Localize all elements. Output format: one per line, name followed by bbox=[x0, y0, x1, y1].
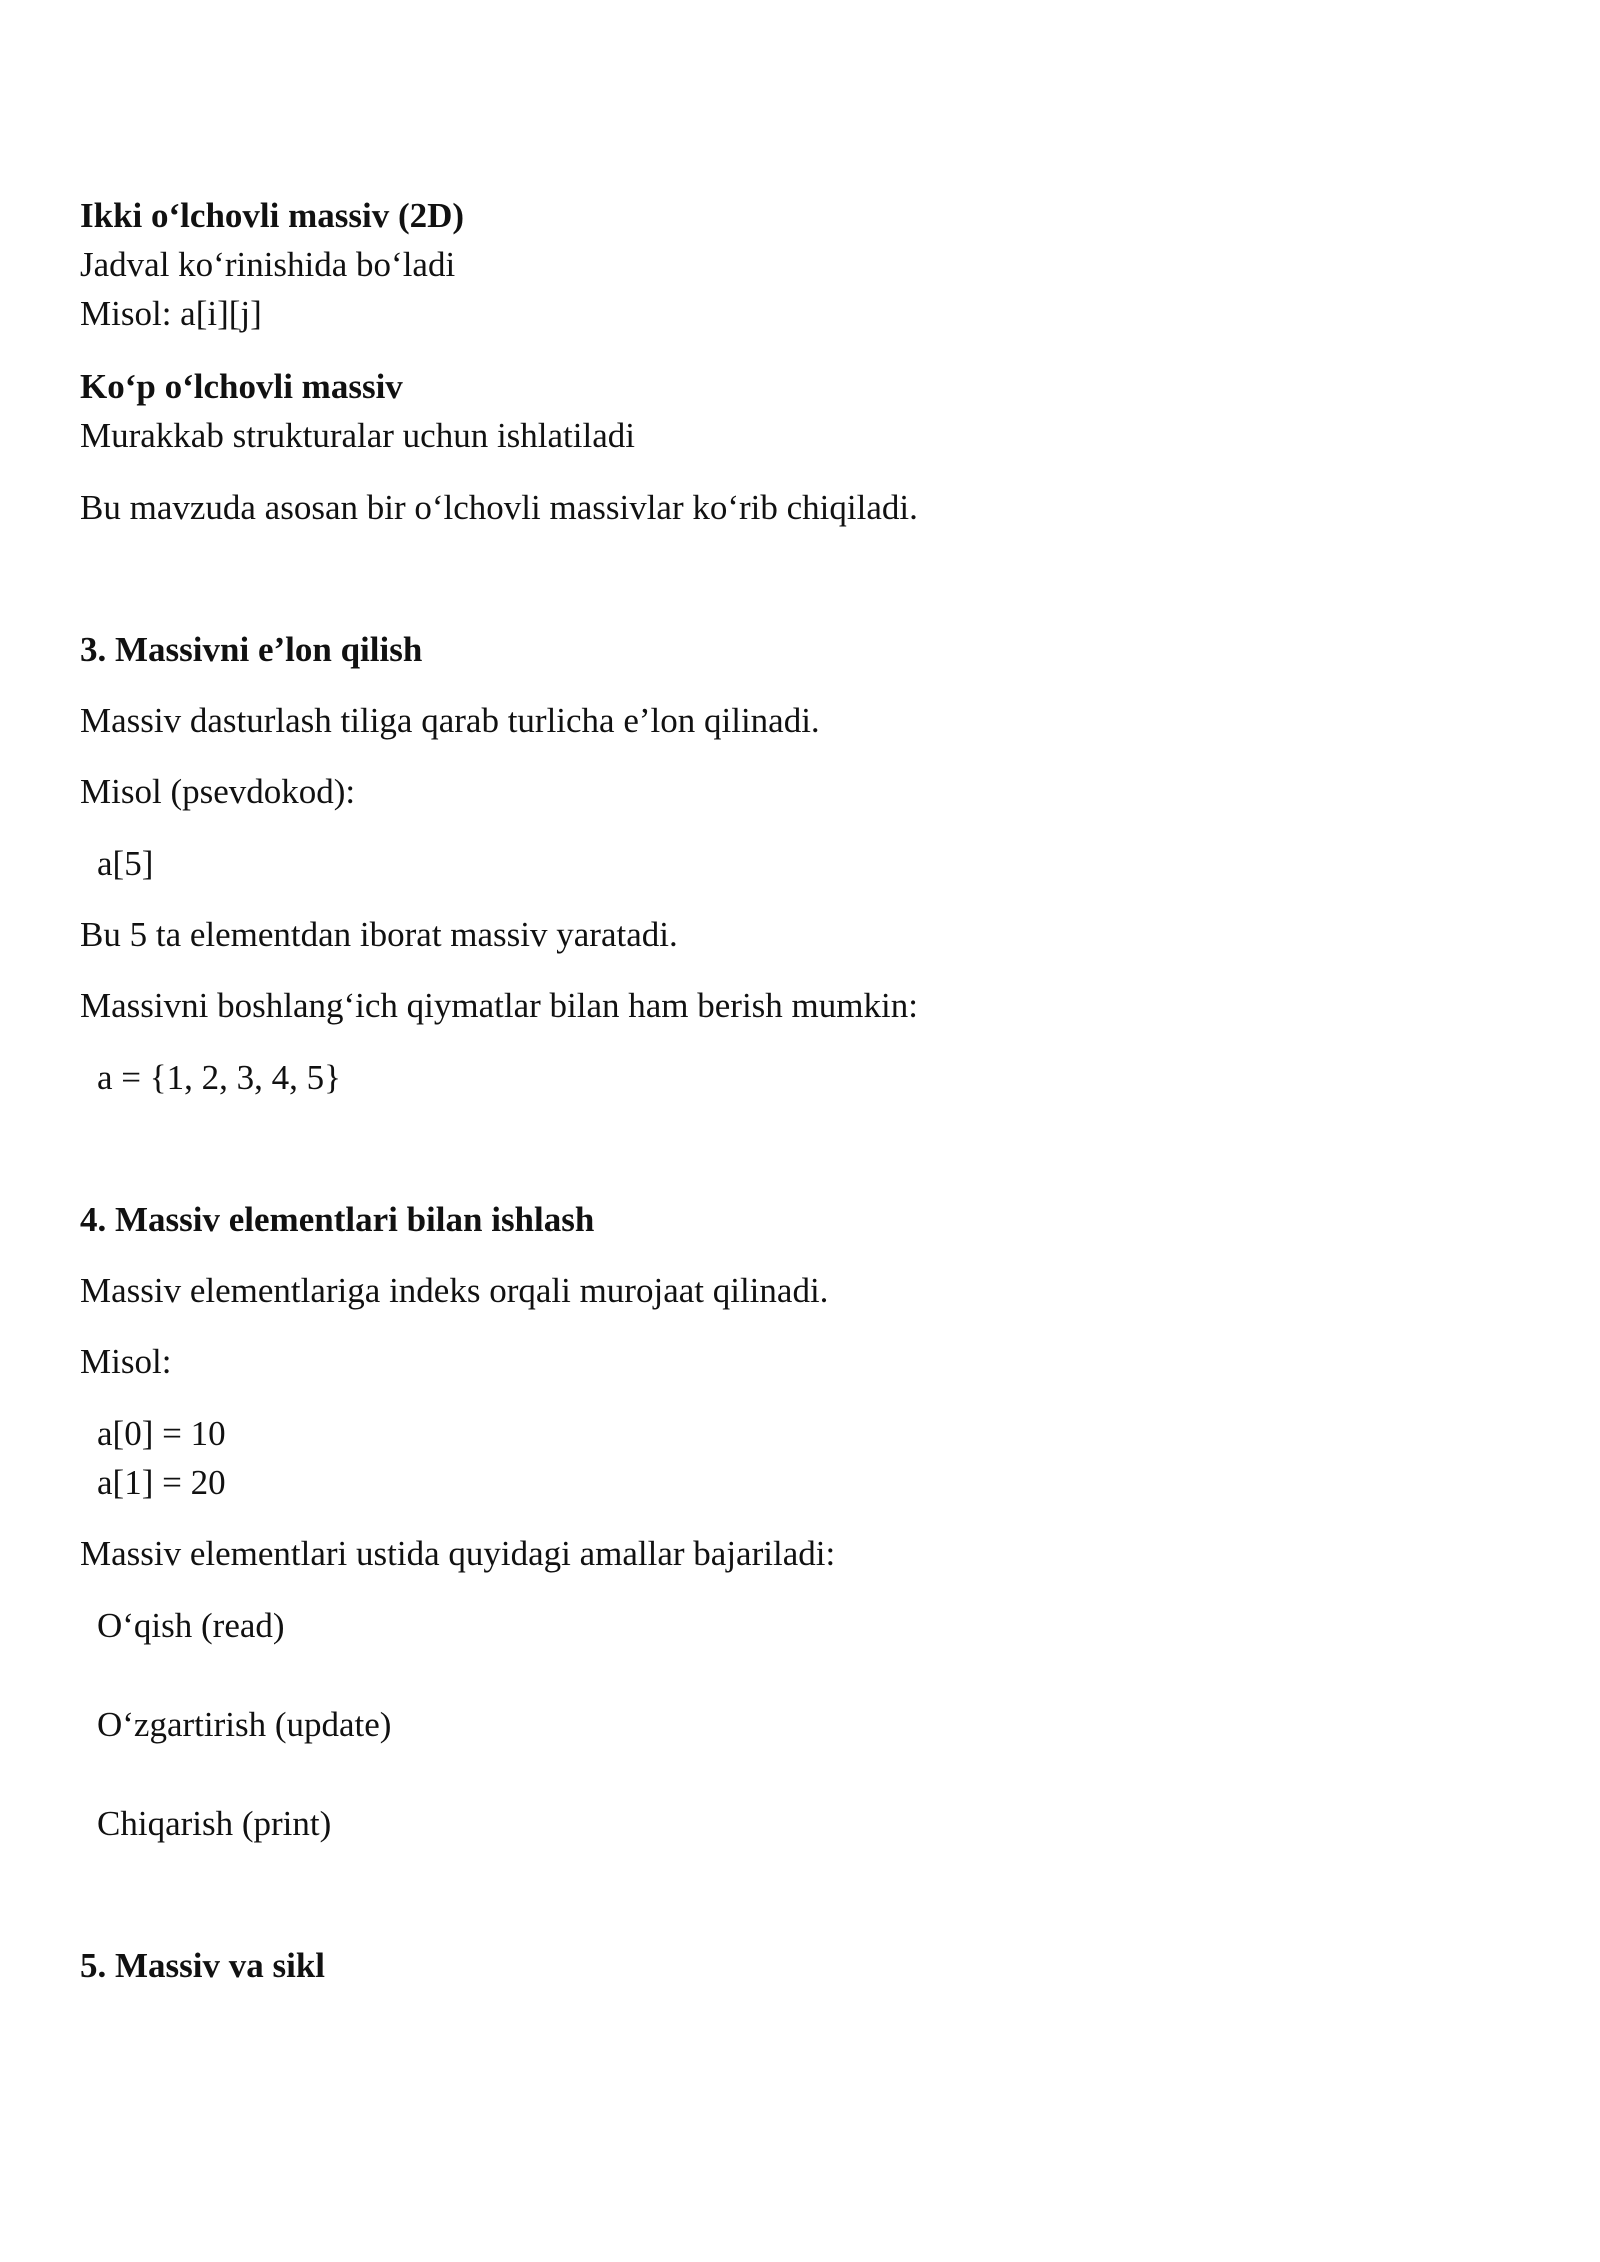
paragraph-index-access: Massiv elementlariga indeks orqali murojaat qilinadi. bbox=[80, 1271, 829, 1310]
heading-section-3: 3. Massivni e’lon qilish bbox=[80, 630, 423, 669]
heading-multi-array: Ko‘p o‘lchovli massiv bbox=[80, 367, 403, 406]
paragraph-initial-values: Massivni boshlang‘ich qiymatlar bilan ham berish mumkin: bbox=[80, 986, 918, 1025]
paragraph-example-label: Misol: bbox=[80, 1342, 172, 1381]
code-line: a[0] = 10 bbox=[97, 1414, 226, 1453]
paragraph-operations: Massiv elementlari ustida quyidagi amallar bajariladi: bbox=[80, 1534, 836, 1573]
paragraph-array-size: Bu 5 ta elementdan iborat massiv yaratadi. bbox=[80, 915, 678, 954]
list-item: O‘zgartirish (update) bbox=[97, 1705, 392, 1744]
paragraph-example-label: Misol (psevdokod): bbox=[80, 772, 356, 811]
list-item: O‘qish (read) bbox=[97, 1606, 285, 1645]
text-summary: Bu mavzuda asosan bir o‘lchovli massivlar ko‘rib chiqiladi. bbox=[80, 488, 918, 527]
code-line: a[5] bbox=[97, 844, 154, 883]
list-item: Chiqarish (print) bbox=[97, 1804, 332, 1843]
code-line: a = {1, 2, 3, 4, 5} bbox=[97, 1058, 341, 1097]
paragraph-declaration: Massiv dasturlash tiliga qarab turlicha e’lon qilinadi. bbox=[80, 701, 820, 740]
code-line: a[1] = 20 bbox=[97, 1463, 226, 1502]
heading-section-5: 5. Massiv va sikl bbox=[80, 1946, 326, 1985]
heading-2d-array: Ikki o‘lchovli massiv (2D) bbox=[80, 196, 465, 235]
heading-section-4: 4. Massiv elementlari bilan ishlash bbox=[80, 1200, 595, 1239]
text-2d-description: Jadval ko‘rinishida bo‘ladi bbox=[80, 245, 456, 284]
text-2d-example: Misol: a[i][j] bbox=[80, 294, 262, 333]
text-multi-description: Murakkab strukturalar uchun ishlatiladi bbox=[80, 416, 635, 455]
